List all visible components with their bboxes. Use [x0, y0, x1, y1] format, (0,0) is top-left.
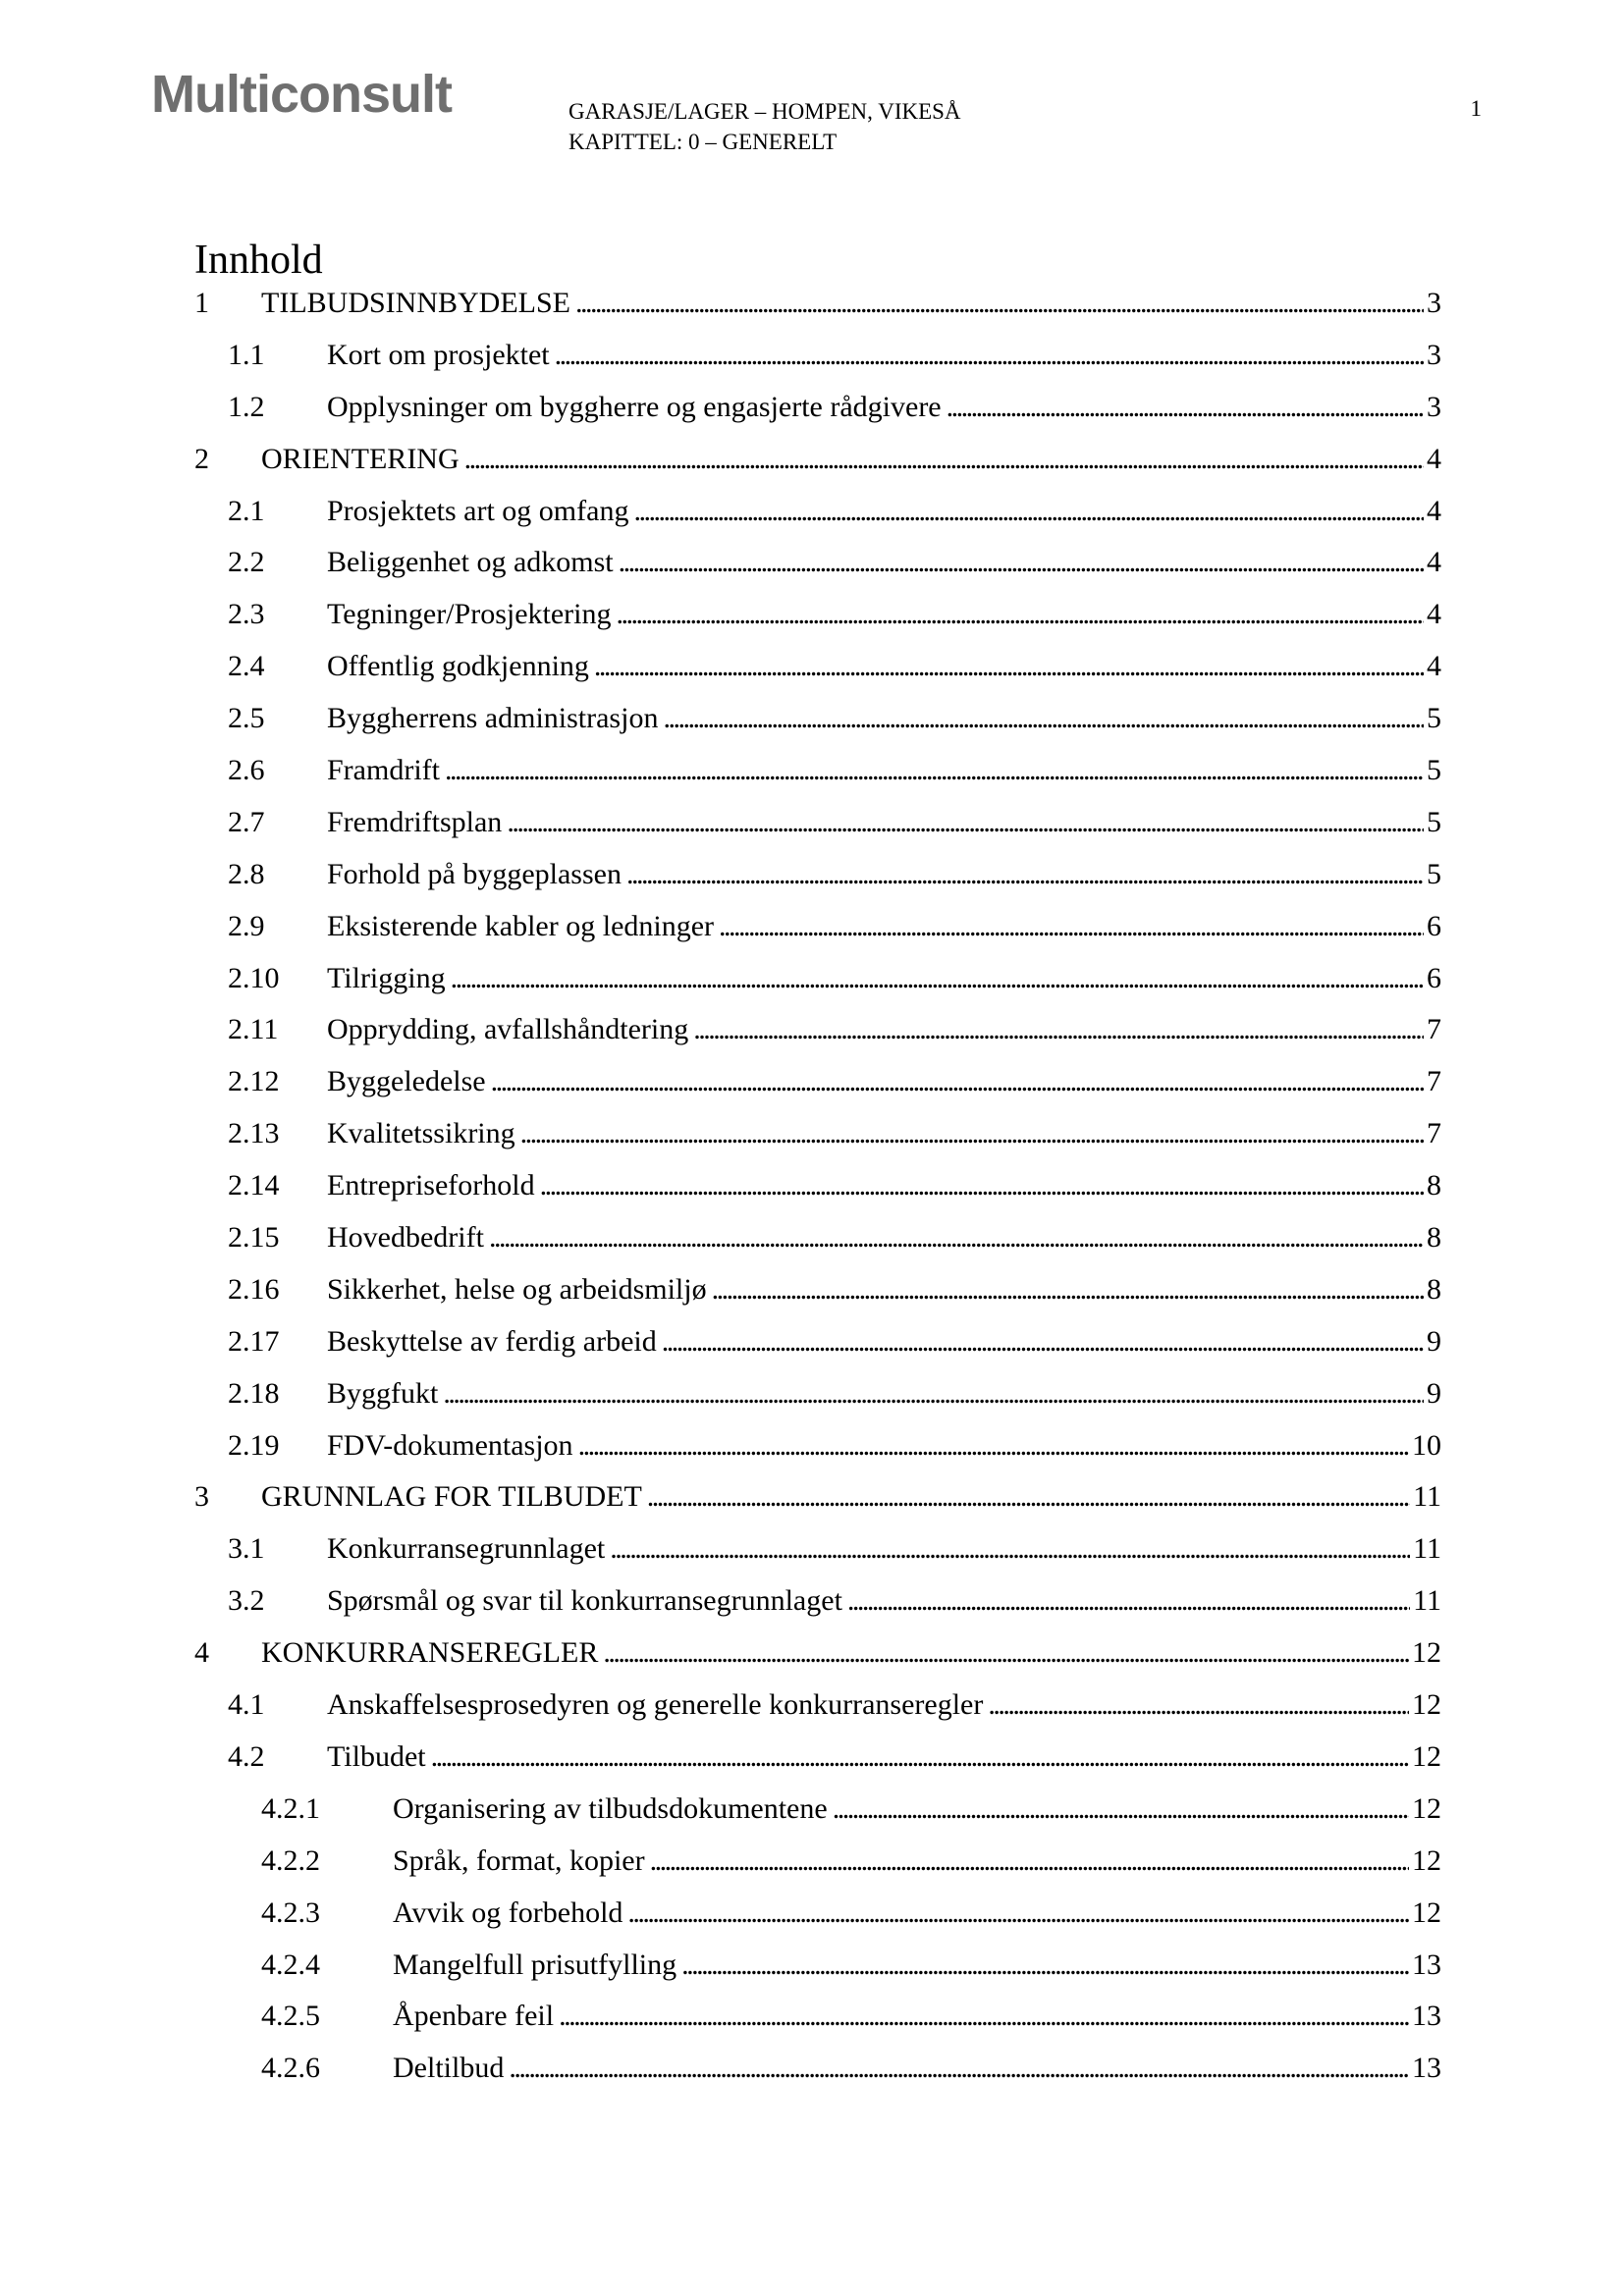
page-number: 1 [1470, 96, 1482, 121]
toc-dot-leader [626, 858, 1424, 891]
toc-entry[interactable] [194, 1273, 1441, 1325]
toc-entry-title: Byggherrens administrasjon [327, 702, 659, 735]
toc-dot-leader [847, 1584, 1410, 1618]
toc-entry-title: Tilbudet [327, 1739, 426, 1773]
document-header [568, 96, 961, 157]
toc-entry[interactable] [194, 962, 1441, 1014]
toc-entry-title: Avvik og forbehold [393, 1896, 623, 1929]
toc-entry-page: 9 [1427, 1376, 1441, 1410]
toc-dot-leader [489, 1221, 1424, 1255]
toc-entry-page: 4 [1427, 546, 1441, 579]
toc-entry[interactable] [194, 1792, 1441, 1844]
toc-entry-number: 3.2 [228, 1584, 265, 1618]
toc-entry[interactable] [194, 806, 1441, 858]
toc-entry-page: 7 [1427, 1117, 1441, 1150]
toc-entry-page: 5 [1427, 702, 1441, 735]
toc-entry-page: 8 [1427, 1272, 1441, 1306]
toc-entry[interactable] [194, 1117, 1441, 1169]
toc-entry[interactable] [194, 1688, 1441, 1740]
toc-entry[interactable] [194, 1584, 1441, 1636]
toc-entry[interactable] [194, 1949, 1441, 2001]
toc-entry-number: 2.9 [228, 909, 265, 942]
toc-entry-number: 2.3 [228, 598, 265, 631]
toc-entry-page: 3 [1427, 390, 1441, 423]
toc-entry-title: GRUNNLAG FOR TILBUDET [261, 1480, 642, 1514]
toc-dot-leader [507, 806, 1424, 839]
toc-entry[interactable] [194, 2000, 1441, 2052]
toc-entry-title: Forhold på byggeplassen [327, 857, 622, 890]
toc-entry[interactable] [194, 1429, 1441, 1481]
toc-entry-page: 12 [1412, 1636, 1441, 1670]
toc-entry-number: 2.18 [228, 1376, 280, 1410]
toc-entry-number: 2.6 [228, 754, 265, 787]
toc-dot-leader [947, 391, 1424, 424]
toc-entry-number: 3 [194, 1480, 209, 1514]
toc-entry[interactable] [194, 443, 1441, 495]
toc-entry-number: 4.2.6 [261, 2052, 320, 2085]
toc-entry-number: 2.15 [228, 1221, 280, 1255]
toc-entry-page: 11 [1413, 1584, 1441, 1618]
toc-entry[interactable] [194, 546, 1441, 598]
toc-entry[interactable] [194, 495, 1441, 547]
toc-dot-leader [443, 1377, 1424, 1411]
toc-entry[interactable] [194, 391, 1441, 443]
toc-dot-leader [603, 1636, 1409, 1670]
toc-entry-number: 4.2.3 [261, 1896, 320, 1929]
toc-entry[interactable] [194, 1532, 1441, 1584]
toc-entry-number: 4.2 [228, 1739, 265, 1773]
toc-entry[interactable] [194, 1325, 1441, 1377]
toc-entry-page: 4 [1427, 442, 1441, 475]
table-of-contents [194, 287, 1441, 2104]
toc-entry-page: 6 [1427, 961, 1441, 994]
toc-entry-number: 2.5 [228, 702, 265, 735]
toc-entry[interactable] [194, 1896, 1441, 1949]
toc-entry-page: 4 [1427, 650, 1441, 683]
toc-entry-title: Framdrift [327, 754, 440, 787]
toc-entry[interactable] [194, 1169, 1441, 1221]
toc-entry-number: 2.13 [228, 1117, 280, 1150]
toc-entry[interactable] [194, 1636, 1441, 1688]
toc-entry-number: 1 [194, 287, 209, 319]
toc-dot-leader [833, 1792, 1409, 1826]
toc-entry-page: 11 [1413, 1480, 1441, 1514]
toc-entry[interactable] [194, 1065, 1441, 1117]
toc-entry-page: 13 [1412, 2000, 1441, 2033]
toc-dot-leader [627, 1896, 1409, 1930]
toc-entry-page: 6 [1427, 909, 1441, 942]
toc-dot-leader [520, 1117, 1424, 1150]
toc-entry-number: 2.17 [228, 1324, 280, 1358]
toc-entry-title: Organisering av tilbudsdokumentene [393, 1791, 828, 1825]
toc-entry[interactable] [194, 2052, 1441, 2104]
toc-dot-leader [540, 1169, 1424, 1202]
toc-dot-leader [650, 1844, 1409, 1878]
toc-dot-leader [619, 546, 1424, 579]
toc-entry[interactable] [194, 1377, 1441, 1429]
toc-entry-number: 2 [194, 442, 209, 475]
toc-entry-page: 4 [1427, 598, 1441, 631]
header-chapter-line: KAPITTEL: 0 – GENERELT [568, 130, 838, 154]
toc-title: Innhold [194, 238, 323, 283]
toc-entry-number: 4.2.1 [261, 1791, 320, 1825]
toc-entry-title: Mangelfull prisutfylling [393, 1948, 677, 1981]
toc-entry-title: ORIENTERING [261, 442, 460, 475]
toc-entry[interactable] [194, 1013, 1441, 1065]
toc-dot-leader [451, 962, 1424, 995]
toc-dot-leader [617, 598, 1425, 631]
toc-dot-leader [491, 1065, 1424, 1098]
toc-entry-number: 1.2 [228, 390, 265, 423]
toc-entry-title: Deltilbud [393, 2052, 505, 2085]
toc-entry-number: 2.4 [228, 650, 265, 683]
toc-entry-number: 4.2.4 [261, 1948, 320, 1981]
toc-entry-title: Hovedbedrift [327, 1221, 484, 1255]
toc-entry-title: Eksisterende kabler og ledninger [327, 909, 715, 942]
toc-dot-leader [559, 2000, 1409, 2033]
toc-dot-leader [578, 1429, 1409, 1463]
toc-entry-title: Opplysninger om byggherre og engasjerte rådgivere [327, 390, 942, 423]
toc-entry-title: Opprydding, avfallshåndtering [327, 1013, 689, 1046]
toc-entry[interactable] [194, 1221, 1441, 1273]
toc-dot-leader [693, 1013, 1424, 1046]
toc-entry-page: 9 [1427, 1324, 1441, 1358]
toc-entry-page: 5 [1427, 805, 1441, 838]
toc-entry-title: TILBUDSINNBYDELSE [261, 287, 570, 319]
toc-dot-leader [555, 339, 1424, 372]
toc-dot-leader [633, 495, 1424, 528]
toc-entry[interactable] [194, 598, 1441, 650]
header-project-line: GARASJE/LAGER – HOMPEN, VIKESÅ [568, 99, 961, 124]
toc-entry-number: 3.1 [228, 1532, 265, 1566]
toc-entry-number: 4.2.5 [261, 2000, 320, 2033]
toc-dot-leader [445, 754, 1424, 787]
toc-entry-number: 2.8 [228, 857, 265, 890]
toc-entry-page: 12 [1412, 1688, 1441, 1722]
toc-entry[interactable] [194, 339, 1441, 391]
toc-entry-number: 2.12 [228, 1065, 280, 1098]
toc-entry-number: 4 [194, 1636, 209, 1670]
toc-dot-leader [663, 702, 1424, 735]
toc-dot-leader [431, 1740, 1409, 1774]
toc-entry-page: 7 [1427, 1065, 1441, 1098]
toc-entry-title: Kvalitetssikring [327, 1117, 515, 1150]
toc-entry-title: Offentlig godkjenning [327, 650, 589, 683]
toc-entry-page: 12 [1412, 1896, 1441, 1929]
toc-dot-leader [464, 443, 1424, 476]
toc-entry-title: Konkurransegrunnlaget [327, 1532, 606, 1566]
toc-entry-title: Prosjektets art og omfang [327, 494, 629, 527]
toc-dot-leader [647, 1480, 1410, 1514]
toc-entry-title: Spørsmål og svar til konkurransegrunnlaget [327, 1584, 842, 1618]
toc-entry-title: Åpenbare feil [393, 2000, 555, 2033]
toc-dot-leader [681, 1949, 1409, 1982]
toc-entry[interactable] [194, 910, 1441, 962]
toc-entry[interactable] [194, 1844, 1441, 1896]
toc-entry[interactable] [194, 858, 1441, 910]
toc-entry-page: 7 [1427, 1013, 1441, 1046]
toc-entry-number: 1.1 [228, 338, 265, 371]
toc-entry-page: 3 [1427, 338, 1441, 371]
toc-entry-page: 13 [1412, 2052, 1441, 2085]
toc-entry-title: Byggfukt [327, 1376, 439, 1410]
toc-entry[interactable] [194, 702, 1441, 754]
toc-entry-title: Tegninger/Prosjektering [327, 598, 612, 631]
toc-entry-page: 3 [1427, 287, 1441, 319]
toc-entry-number: 4.1 [228, 1688, 265, 1722]
toc-entry-title: Språk, format, kopier [393, 1843, 645, 1877]
toc-entry-title: Entrepriseforhold [327, 1169, 535, 1202]
toc-entry[interactable] [194, 1740, 1441, 1792]
toc-entry-page: 10 [1412, 1428, 1441, 1462]
toc-entry-title: Sikkerhet, helse og arbeidsmiljø [327, 1272, 707, 1306]
toc-entry-title: Byggeledelse [327, 1065, 486, 1098]
toc-entry-number: 2.16 [228, 1272, 280, 1306]
toc-entry[interactable] [194, 287, 1441, 339]
toc-entry-number: 2.11 [228, 1013, 279, 1046]
toc-entry-title: Beliggenhet og adkomst [327, 546, 614, 579]
toc-dot-leader [719, 910, 1424, 943]
toc-dot-leader [610, 1532, 1410, 1566]
toc-entry-page: 12 [1412, 1843, 1441, 1877]
toc-dot-leader [712, 1273, 1424, 1307]
toc-entry-title: KONKURRANSEREGLER [261, 1636, 599, 1670]
multiconsult-logo: Multiconsult [151, 65, 452, 124]
toc-dot-leader [509, 2052, 1409, 2085]
toc-dot-leader [575, 287, 1424, 320]
toc-entry-title: Fremdriftsplan [327, 805, 503, 838]
toc-entry-number: 2.7 [228, 805, 265, 838]
toc-entry-page: 4 [1427, 494, 1441, 527]
toc-entry-title: Anskaffelsesprosedyren og generelle konkurranseregler [327, 1688, 984, 1722]
toc-entry-title: Kort om prosjektet [327, 338, 550, 371]
toc-entry-number: 2.14 [228, 1169, 280, 1202]
toc-entry[interactable] [194, 650, 1441, 702]
toc-entry-page: 5 [1427, 754, 1441, 787]
toc-dot-leader [662, 1325, 1424, 1359]
toc-entry-page: 12 [1412, 1739, 1441, 1773]
toc-entry-title: Beskyttelse av ferdig arbeid [327, 1324, 657, 1358]
toc-entry-number: 2.2 [228, 546, 265, 579]
toc-entry-number: 4.2.2 [261, 1843, 320, 1877]
toc-entry-page: 13 [1412, 1948, 1441, 1981]
toc-entry-number: 2.19 [228, 1428, 280, 1462]
toc-entry-page: 5 [1427, 857, 1441, 890]
toc-entry[interactable] [194, 1480, 1441, 1532]
toc-dot-leader [988, 1688, 1409, 1722]
toc-entry-page: 12 [1412, 1791, 1441, 1825]
toc-entry-page: 8 [1427, 1169, 1441, 1202]
toc-entry-number: 2.10 [228, 961, 280, 994]
toc-dot-leader [594, 650, 1424, 683]
toc-entry-page: 11 [1413, 1532, 1441, 1566]
toc-entry-number: 2.1 [228, 494, 265, 527]
toc-entry[interactable] [194, 754, 1441, 806]
toc-entry-page: 8 [1427, 1221, 1441, 1255]
toc-entry-title: Tilrigging [327, 961, 446, 994]
toc-entry-title: FDV-dokumentasjon [327, 1428, 573, 1462]
